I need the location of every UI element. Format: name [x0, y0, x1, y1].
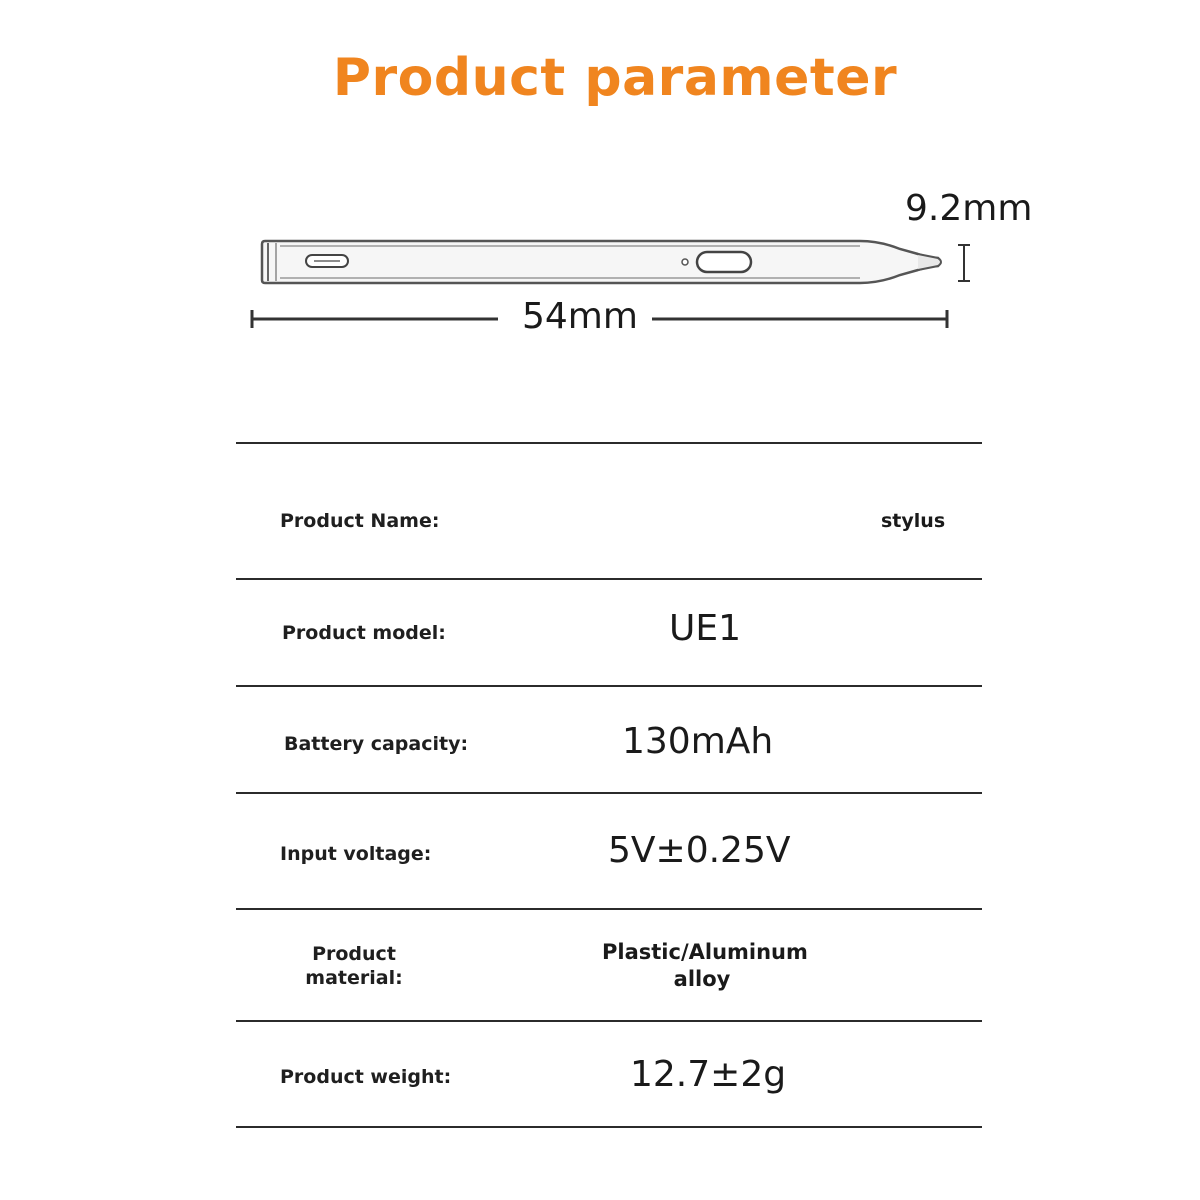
spec-label: Input voltage:	[280, 843, 432, 865]
diameter-label: 9.2mm	[905, 188, 1033, 229]
spec-value	[602, 939, 808, 993]
spec-row-product-material	[236, 908, 982, 1020]
spec-value: stylus	[881, 510, 946, 532]
spec-row-input-voltage	[236, 792, 982, 908]
spec-label: Product Name:	[280, 510, 440, 532]
spec-value: UE1	[669, 608, 741, 649]
stylus-body	[262, 241, 940, 283]
spec-label: Battery capacity:	[284, 733, 469, 755]
spec-row-battery-capacity	[236, 685, 982, 792]
stylus-dimension-diagram	[0, 180, 1200, 350]
spec-label-line: material:	[305, 967, 403, 989]
spec-label-line: Product	[312, 943, 396, 965]
length-label: 54mm	[522, 296, 638, 337]
page-title: Product parameter	[332, 48, 898, 108]
spec-value-line: Plastic/Aluminum	[602, 940, 808, 964]
stylus-tip	[918, 254, 941, 270]
indicator-led	[682, 259, 688, 265]
spec-value: 130mAh	[622, 721, 774, 762]
spec-row-product-model	[236, 578, 982, 685]
power-button	[697, 252, 751, 272]
spec-label: Product weight:	[280, 1066, 452, 1088]
spec-table	[236, 442, 982, 1128]
spec-row-product-name	[236, 442, 982, 578]
spec-row-product-weight	[236, 1020, 982, 1128]
spec-label: Product model:	[282, 622, 446, 644]
spec-value-line: alloy	[673, 967, 731, 991]
spec-label	[298, 942, 410, 990]
spec-value: 12.7±2g	[630, 1054, 787, 1095]
spec-value: 5V±0.25V	[608, 830, 791, 871]
